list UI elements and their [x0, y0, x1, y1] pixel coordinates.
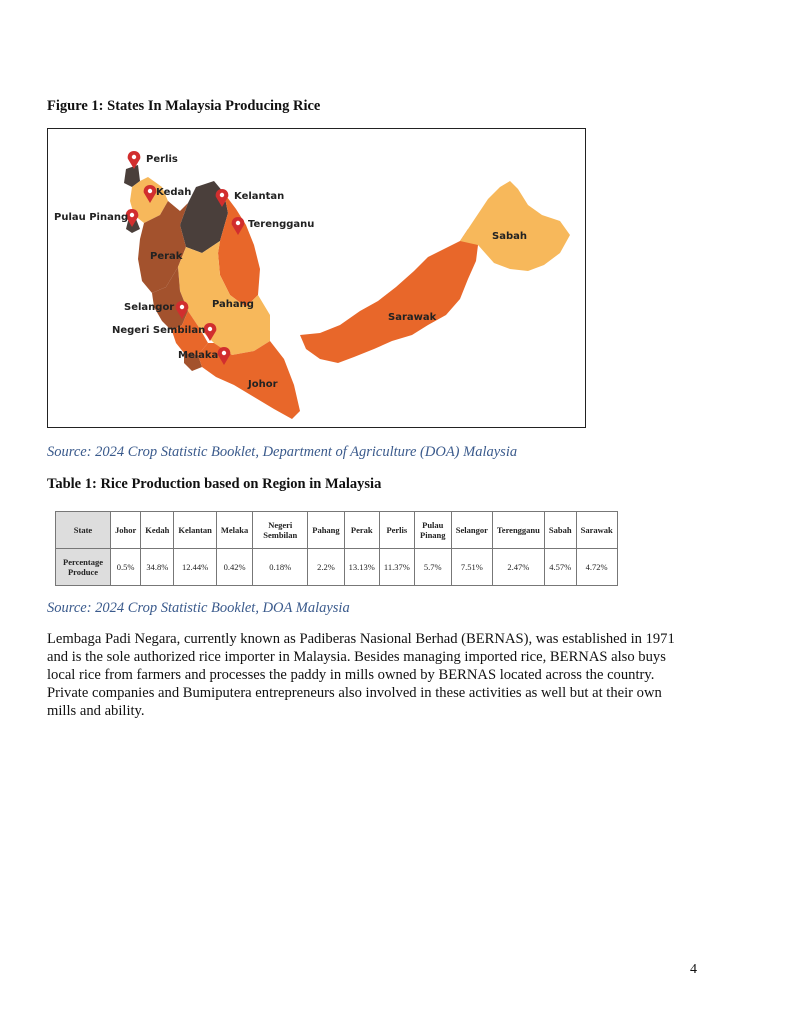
table-cell: 5.7% — [414, 549, 451, 586]
label-perlis: Perlis — [146, 154, 178, 165]
table-row — [56, 549, 618, 586]
table-source: Source: 2024 Crop Statistic Booklet, DOA Malaysia — [47, 600, 350, 616]
body-paragraph: Lembaga Padi Negara, currently known as Padiberas Nasional Berhad (BERNAS), was established in 1971 and is the sole authorized rice importer in Malaysia. Besides managing imported rice, BERNAS also buys local rice from farmers and processes the paddy in mills owned by BERNAS located across the country. Private companies and Bumiputera entrepreneurs also involved in these activities as well but at their own mills and ability. — [47, 631, 675, 719]
label-sarawak: Sarawak — [388, 312, 437, 323]
label-perak: Perak — [150, 251, 183, 262]
table-cell: 0.5% — [111, 549, 141, 586]
table-header-state: State — [56, 512, 111, 549]
table-cell: 2.2% — [308, 549, 344, 586]
table-row-label: Percentage Produce — [56, 549, 111, 586]
table-cell: 4.57% — [544, 549, 576, 586]
table-header-row — [56, 512, 618, 549]
figure-source: Source: 2024 Crop Statistic Booklet, Department of Agriculture (DOA) Malaysia — [47, 444, 518, 460]
label-selangor: Selangor — [124, 302, 175, 313]
table-header-cell: Perlis — [379, 512, 414, 549]
table-cell: 0.42% — [216, 549, 252, 586]
table-cell: 7.51% — [451, 549, 492, 586]
table-header-cell: Sarawak — [576, 512, 617, 549]
table-header-cell: Perak — [344, 512, 379, 549]
table-header-cell: Melaka — [216, 512, 252, 549]
table-cell: 11.37% — [379, 549, 414, 586]
label-melaka: Melaka — [178, 350, 219, 361]
table-cell: 13.13% — [344, 549, 379, 586]
label-pulau-pinang: Pulau Pinang — [54, 212, 129, 223]
label-sabah: Sabah — [492, 231, 527, 242]
label-johor: Johor — [248, 379, 278, 390]
label-terengganu: Terengganu — [248, 219, 315, 230]
figure-title: Figure 1: States In Malaysia Producing Rice — [47, 98, 321, 114]
map-svg — [48, 129, 586, 428]
rice-production-table — [55, 511, 618, 586]
region-sabah — [460, 181, 570, 271]
table-cell: 12.44% — [174, 549, 217, 586]
table-cell: 34.8% — [141, 549, 174, 586]
label-kedah: Kedah — [156, 187, 192, 198]
table-header-cell: Pahang — [308, 512, 344, 549]
table-cell: 2.47% — [492, 549, 544, 586]
table-header-cell: Sabah — [544, 512, 576, 549]
table-header-cell: Terengganu — [492, 512, 544, 549]
table-header-cell: Selangor — [451, 512, 492, 549]
table-cell: 0.18% — [253, 549, 308, 586]
region-sarawak — [300, 229, 478, 363]
table-header-cell: Pulau Pinang — [414, 512, 451, 549]
table-header-cell: Kedah — [141, 512, 174, 549]
table-header-cell: Negeri Sembilan — [253, 512, 308, 549]
label-kelantan: Kelantan — [234, 191, 285, 202]
table-title: Table 1: Rice Production based on Region in Malaysia — [47, 476, 382, 492]
table-header-cell: Johor — [111, 512, 141, 549]
label-negeri-sembilan: Negeri Sembilan — [112, 325, 206, 336]
table-header-cell: Kelantan — [174, 512, 217, 549]
malaysia-rice-map — [47, 128, 586, 428]
page-number: 4 — [690, 962, 697, 977]
label-pahang: Pahang — [212, 299, 254, 310]
pin-perlis-icon — [128, 151, 141, 169]
table-cell: 4.72% — [576, 549, 617, 586]
